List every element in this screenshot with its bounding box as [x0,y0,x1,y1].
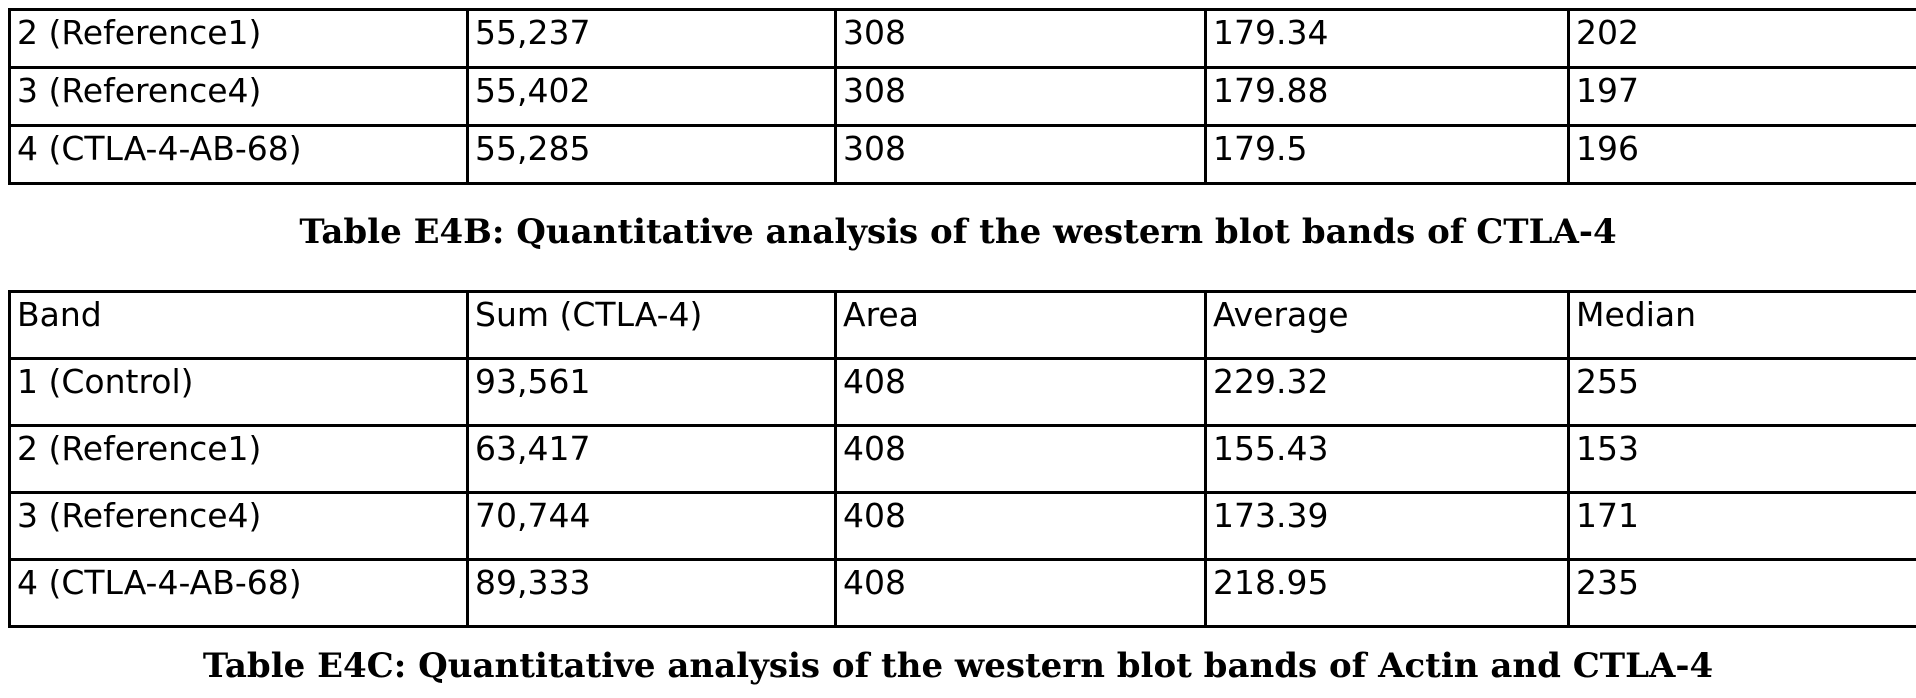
cell-median: 196 [1569,126,1916,184]
quantitative-analysis-table-e4c [8,290,1916,628]
cell-band: 3 (Reference4) [10,493,468,560]
cell-median: 255 [1569,359,1916,426]
cell-average: 229.32 [1206,359,1569,426]
cell-average: 179.5 [1206,126,1569,184]
cell-area: 408 [836,560,1206,627]
table-header-row [10,292,1916,359]
cell-band: 2 (Reference1) [10,426,468,493]
table-caption-e4b: Table E4B: Quantitative analysis of the western blot bands of CTLA-4 [299,212,1617,252]
cell-area: 308 [836,68,1206,126]
cell-area: 408 [836,426,1206,493]
table-row [10,560,1916,627]
cell-sum: 55,237 [468,10,836,68]
cell-average: 179.88 [1206,68,1569,126]
cell-band: 1 (Control) [10,359,468,426]
table-row [10,359,1916,426]
cell-band: 4 (CTLA-4-AB-68) [10,560,468,627]
table-caption-e4c: Table E4C: Quantitative analysis of the western blot bands of Actin and CTLA-4 [202,646,1714,686]
cell-band: 4 (CTLA-4-AB-68) [10,126,468,184]
cell-average: 155.43 [1206,426,1569,493]
cell-area: 308 [836,10,1206,68]
header-median: Median [1569,292,1916,359]
table-row [10,68,1916,126]
cell-sum: 93,561 [468,359,836,426]
cell-sum: 55,285 [468,126,836,184]
cell-median: 197 [1569,68,1916,126]
cell-average: 218.95 [1206,560,1569,627]
header-average: Average [1206,292,1569,359]
cell-average: 179.34 [1206,10,1569,68]
table-row [10,493,1916,560]
cell-sum: 89,333 [468,560,836,627]
cell-median: 235 [1569,560,1916,627]
cell-sum: 70,744 [468,493,836,560]
header-area: Area [836,292,1206,359]
cell-average: 173.39 [1206,493,1569,560]
cell-median: 153 [1569,426,1916,493]
header-band: Band [10,292,468,359]
cell-band: 2 (Reference1) [10,10,468,68]
table-row [10,426,1916,493]
table-row [10,126,1916,184]
cell-area: 408 [836,359,1206,426]
cell-band: 3 (Reference4) [10,68,468,126]
quantitative-analysis-table-partial [8,8,1916,185]
cell-area: 408 [836,493,1206,560]
table-row [10,10,1916,68]
cell-median: 202 [1569,10,1916,68]
cell-median: 171 [1569,493,1916,560]
cell-area: 308 [836,126,1206,184]
header-sum: Sum (CTLA-4) [468,292,836,359]
cell-sum: 55,402 [468,68,836,126]
cell-sum: 63,417 [468,426,836,493]
